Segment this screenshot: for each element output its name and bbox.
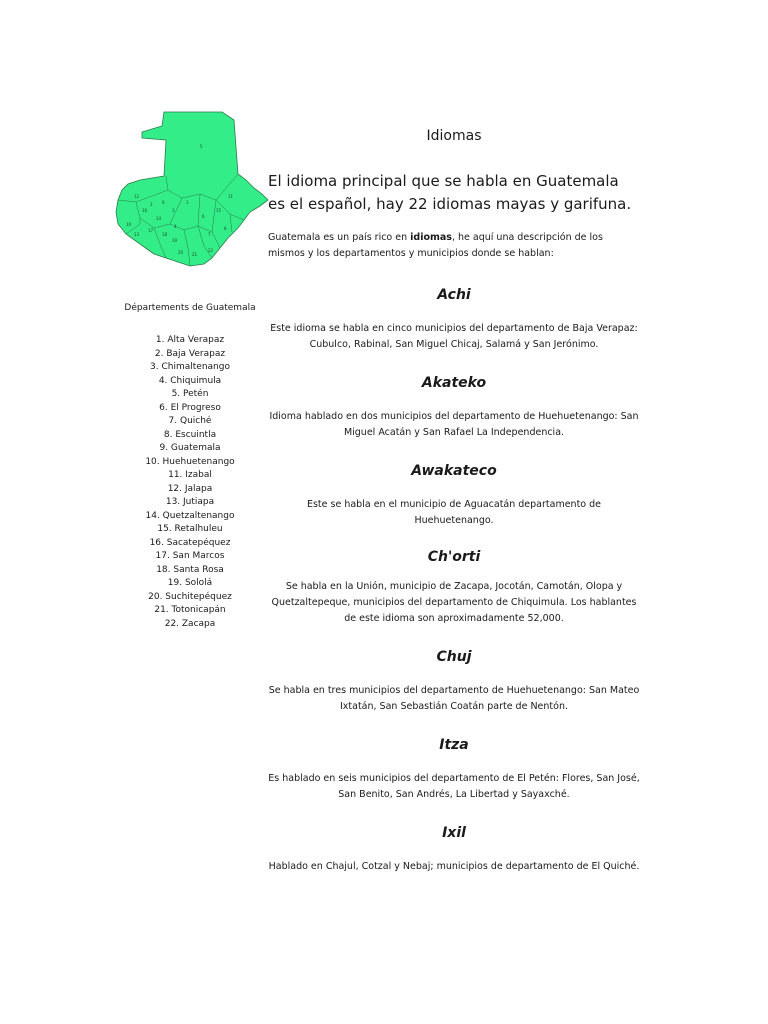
department-number-label: 13 — [134, 232, 140, 237]
department-item: 18. Santa Rosa — [156, 564, 224, 575]
language-description: Es hablado en seis municipios del departamento de El Petén: Flores, San José, San Benito, San Andrés, La Libertad y Sayaxché. — [268, 773, 640, 800]
language-description: Se habla en tres municipios del departamento de Huehuetenango: San Mateo Ixtatán, San Sebastián Coatán parte de Nentón. — [268, 685, 640, 712]
department-item: 12. Jalapa — [167, 483, 213, 494]
department-number-label: 12 — [134, 194, 140, 199]
department-item: 3. Chimaltenango — [150, 362, 230, 372]
department-item: 8. Escuintla — [163, 429, 217, 440]
department-number-label: 7 — [208, 232, 211, 237]
department-number-label: 3 — [172, 208, 175, 213]
department-number-label: 5 — [200, 144, 203, 149]
departments-list — [120, 334, 260, 631]
language-section-chuj — [268, 649, 640, 715]
main-content — [268, 128, 640, 875]
page-title: Idiomas — [426, 128, 482, 144]
department-number-label: 4 — [174, 224, 177, 229]
department-number-label: 8 — [224, 226, 227, 231]
language-section-awakateco — [268, 463, 640, 529]
department-number-label: 1 — [186, 200, 189, 205]
intro-paragraph: El idioma principal que se habla en Guatemala es el español, hay 22 idiomas mayas y garifuna. — [268, 172, 632, 213]
department-number-label: 19 — [172, 238, 178, 243]
language-heading: Awakateco — [411, 463, 497, 479]
intro-keyword: idiomas — [410, 232, 452, 243]
guatemala-map-shape — [116, 112, 268, 266]
language-description: Este se habla en el municipio de Aguacatán departamento de Huehuetenango. — [306, 499, 602, 526]
department-item: 19. Sololá — [167, 578, 213, 588]
department-number-label: 16 — [142, 208, 148, 213]
department-item: 13. Jutiapa — [165, 497, 215, 507]
department-item: 15. Retalhuleu — [157, 524, 223, 534]
department-item: 22. Zacapa — [164, 618, 216, 629]
language-description: Hablado en Chajul, Cotzal y Nebaj; municipios de departamento de El Quiché. — [268, 861, 640, 872]
department-item: 1. Alta Verapaz — [155, 335, 225, 345]
department-item: 9. Guatemala — [159, 443, 221, 453]
language-section-ixil — [268, 825, 640, 875]
department-number-label: 18 — [162, 232, 168, 237]
department-number-label: 17 — [148, 228, 154, 233]
department-item: 21. Totonicapán — [154, 605, 226, 615]
department-number-label: 9 — [162, 200, 165, 205]
language-heading: Akateko — [421, 375, 487, 391]
language-section-chorti — [268, 549, 640, 627]
language-section-akateko — [268, 375, 640, 441]
language-heading: Achi — [437, 287, 471, 303]
department-number-label: 20 — [178, 250, 184, 255]
language-heading: Itza — [439, 737, 469, 753]
language-description: Este idioma se habla en cinco municipios del departamento de Baja Verapaz: Cubulco, Rabinal, San Miguel Chicaj, Salamá y San Jerónimo. — [270, 323, 638, 350]
intro-text-end: , he aquí una descripción de los mismos y los departamentos y municipios donde se hablan: — [268, 232, 603, 259]
department-number-label: 21 — [192, 252, 198, 257]
language-description: Idioma hablado en dos municipios del departamento de Huehuetenango: San Miguel Acatán y San Rafael La Independencia. — [269, 411, 639, 438]
guatemala-map — [112, 108, 270, 278]
department-item: 16. Sacatepéquez — [149, 537, 231, 548]
department-item: 11. Izabal — [168, 470, 212, 480]
department-item: 5. Petén — [171, 389, 209, 399]
department-number-label: 11 — [228, 194, 234, 199]
intro-text-start: Guatemala es un país rico en — [268, 232, 411, 243]
department-number-label: 10 — [126, 222, 132, 227]
language-section-achi — [268, 287, 640, 353]
department-item: 20. Suchitepéquez — [148, 591, 232, 602]
departments-title: Départements de Guatemala — [124, 303, 256, 313]
language-heading: Ixil — [442, 825, 466, 841]
department-item: 14. Quetzaltenango — [145, 510, 235, 521]
department-item: 7. Quiché — [168, 416, 212, 426]
department-number-label: 14 — [156, 216, 162, 221]
department-item: 4. Chiquimula — [158, 375, 222, 386]
department-number-label: 2 — [150, 202, 153, 207]
department-item: 6. El Progreso — [159, 402, 221, 413]
language-heading: Chuj — [436, 649, 472, 665]
department-item: 2. Baja Verapaz — [154, 348, 226, 359]
language-description: Se habla en la Unión, municipio de Zacapa, Jocotán, Camotán, Olopa y Quetzaltepeque, municipios del departamento de Chiquimula. Los hablantes de este idioma son aproximadamente 52,000. — [271, 581, 637, 624]
language-section-itza — [268, 737, 640, 803]
department-number-label: 15 — [216, 208, 222, 213]
department-number-label: 22 — [208, 248, 214, 253]
department-item: 17. San Marcos — [155, 551, 225, 561]
language-heading: Ch'orti — [427, 549, 481, 565]
department-item: 10. Huehuetenango — [145, 456, 235, 467]
guatemala-map-svg — [112, 108, 270, 278]
department-number-label: 6 — [202, 214, 205, 219]
intro-description — [268, 230, 640, 262]
